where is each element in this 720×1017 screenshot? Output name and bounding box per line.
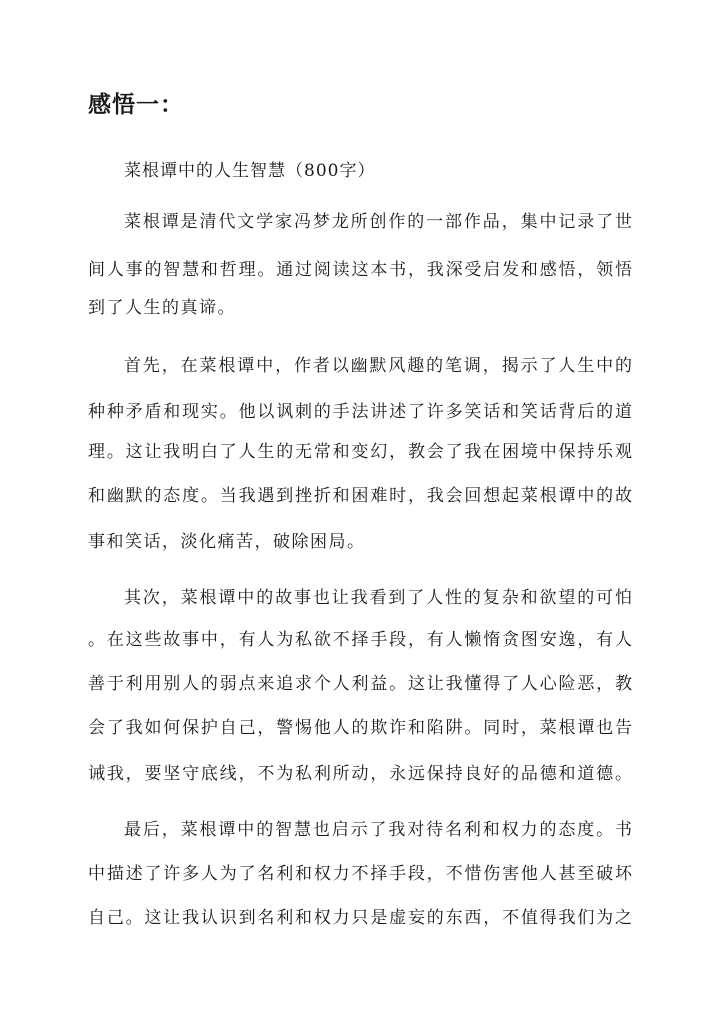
paragraph-2-line-1: 首先，在菜根谭中，作者以幽默风趣的笔调，揭示了人生中的 bbox=[124, 356, 632, 376]
paragraph-4-line-3: 自己。这让我认识到名利和权力只是虚妄的东西，不值得我们为之 bbox=[88, 908, 632, 928]
paragraph-3-line-4: 会了我如何保护自己，警惕他人的欺诈和陷阱。同时，菜根谭也告 bbox=[88, 718, 632, 738]
paragraph-4-line-1: 最后，菜根谭中的智慧也启示了我对待名利和权力的态度。书 bbox=[124, 820, 632, 840]
paragraph-3-line-5: 诫我，要坚守底线，不为私利所动，永远保持良好的品德和道德。 bbox=[88, 764, 632, 784]
paragraph-3-line-1: 其次，菜根谭中的故事也让我看到了人性的复杂和欲望的可怕 bbox=[124, 588, 632, 608]
paragraph-2-line-3: 理。这让我明白了人生的无常和变幻，教会了我在困境中保持乐观 bbox=[88, 442, 632, 462]
paragraph-1-line-1: 菜根谭是清代文学家冯梦龙所创作的一部作品，集中记录了世 bbox=[124, 212, 632, 232]
article-subtitle: 菜根谭中的人生智慧（800字） bbox=[124, 161, 376, 181]
paragraph-1-line-3: 到了人生的真谛。 bbox=[88, 298, 236, 318]
paragraph-1-line-2: 间人事的智慧和哲理。通过阅读这本书，我深受启发和感悟，领悟 bbox=[88, 260, 632, 280]
paragraph-3-line-3: 善于利用别人的弱点来追求个人利益。这让我懂得了人心险恶，教 bbox=[88, 674, 632, 694]
paragraph-3-line-2: 。在这些故事中，有人为私欲不择手段，有人懒惰贪图安逸，有人 bbox=[88, 630, 632, 650]
paragraph-2-line-2: 种种矛盾和现实。他以讽刺的手法讲述了许多笑话和笑话背后的道 bbox=[88, 402, 632, 422]
page-heading: 感悟一： bbox=[88, 91, 184, 118]
paragraph-2-line-4: 和幽默的态度。当我遇到挫折和困难时，我会回想起菜根谭中的故 bbox=[88, 486, 632, 506]
paragraph-4-line-2: 中描述了许多人为了名利和权力不择手段，不惜伤害他人甚至破坏 bbox=[88, 864, 632, 884]
paragraph-2-line-5: 事和笑话，淡化痛苦，破除困局。 bbox=[88, 532, 366, 552]
